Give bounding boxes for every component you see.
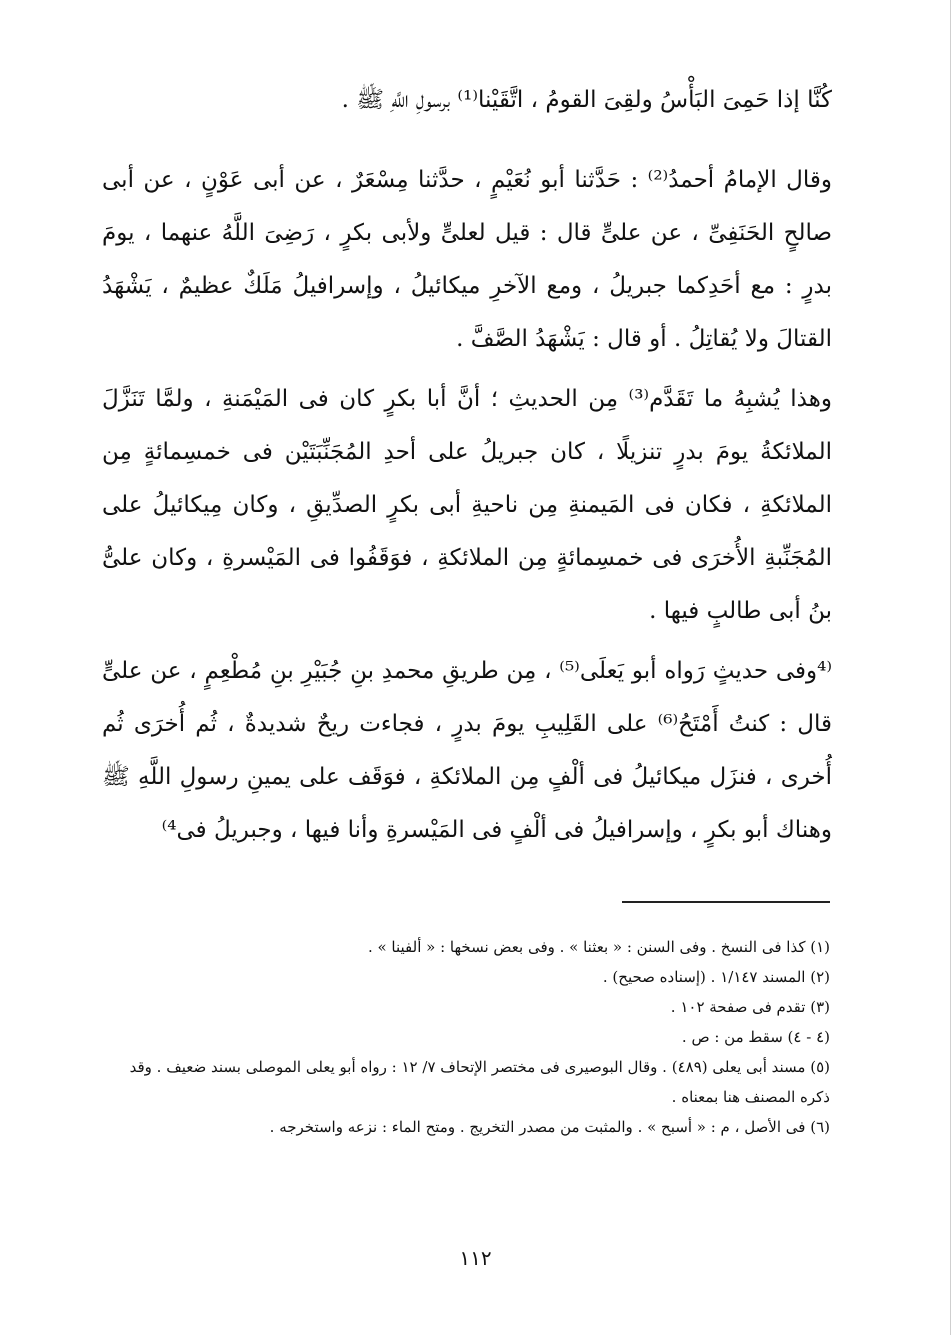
footnote: (٣) تقدم فى صفحة ١٠٢ .: [670, 998, 830, 1016]
body-paragraph: وقال الإمامُ أحمدُ⁽²⁾ : حَدَّثنا أبو نُعَيْمٍ ، حدَّثنا مِسْعَرٌ ، عن أبى عَوْنٍ ، عن أبى صالحٍ الحَنَفِىِّ ، عن علىٍّ قال : قيل لعلىٍّ ولأبى بكرٍ ، رَضِىَ اللَّهُ عنهما ، يومَ بدرٍ : مع أحَدِكما جبريلُ ، ومع الآخرِ ميكائيلُ ، وإسرافيلُ مَلَكٌ عظيمٌ ، يَشْهَدُ القتالَ ولا يُقاتِلُ . أو قال : يَشْهَدُ الصَّفَّ .: [102, 167, 832, 352]
footnotes: [104, 932, 830, 1142]
footnote: (٥) مسند أبى يعلى (٤٨٩) . وقال البوصيرى فى مختصر الإتحاف ٧/ ١٢ : رواه أبو يعلى الموصلى بسند ضعيف . وقد ذكره المصنف هنا بمعناه .: [129, 1058, 830, 1106]
footnote: (١) كذا فى النسخ . وفى السنن : « بعثنا » . وفى بعض نسخها : « ألفينا » .: [367, 938, 830, 956]
footnote-separator: [622, 901, 830, 903]
footnote: (٦) فى الأصل ، م : « أسبح » . والمثبت من مصدر التخريج . ومتح الماء : نزعه واستخرجه .: [269, 1118, 830, 1136]
body-paragraph: ⁽⁴وفى حديثٍ رَواه أبو يَعلَى⁽⁵⁾ ، مِن طريقِ محمدِ بنِ جُبَيْرِ بنِ مُطْعِمٍ ، عن علىٍّ قال : كنتُ أَمْتَحُ⁽⁶⁾ على القَلِيبِ يومَ بدرٍ ، فجاءت ريحٌ شديدةٌ ، ثُم أُخرَى ثُم أُخرى ، فنزَل ميكائيلُ فى ألْفٍ مِن الملائكةِ ، فوَقَف على يمينِ رسولِ اللَّهِ ﷺ وهناك أبو بكرٍ ، وإسرافيلُ فى ألْفٍ فى المَيْسرةِ وأنا فيها ، وجبريلُ فى⁴⁾: [102, 658, 832, 843]
page-number: ١١٢: [459, 1246, 492, 1270]
body-paragraph: كُنَّا إذا حَمِىَ البَأْسُ ولقِىَ القومُ ، اتَّقَيْنا⁽¹⁾ برسولِ اللَّهِ ﷺ .: [341, 87, 832, 113]
body-paragraph: وهذا يُشبِهُ ما تَقَدَّم⁽³⁾ مِن الحديثِ ؛ أنَّ أبا بكرٍ كان فى المَيْمَنةِ ، ولمَّا تَنَزَّلَ الملائكةُ يومَ بدرٍ تنزيلًا ، كان جبريلُ على أحدِ المُجَنِّبَتَيْن فى خمسِمائةٍ مِن الملائكةِ ، فكان فى المَيمنةِ مِن ناحيةِ أبى بكرٍ الصدِّيقِ ، وكان مِيكائيلُ على المُجَنِّبةِ الأُخرَى فى خمسِمائةٍ مِن الملائكةِ ، فوَقَفُوا فى المَيْسرةِ ، وكان علىُّ بنُ أبى طالبٍ فيها .: [102, 386, 832, 624]
footnote: (٤ - ٤) سقط من : ص .: [681, 1028, 830, 1046]
footnote: (٢) المسند ١/١٤٧ . (إسناده صحيح) .: [602, 968, 830, 986]
